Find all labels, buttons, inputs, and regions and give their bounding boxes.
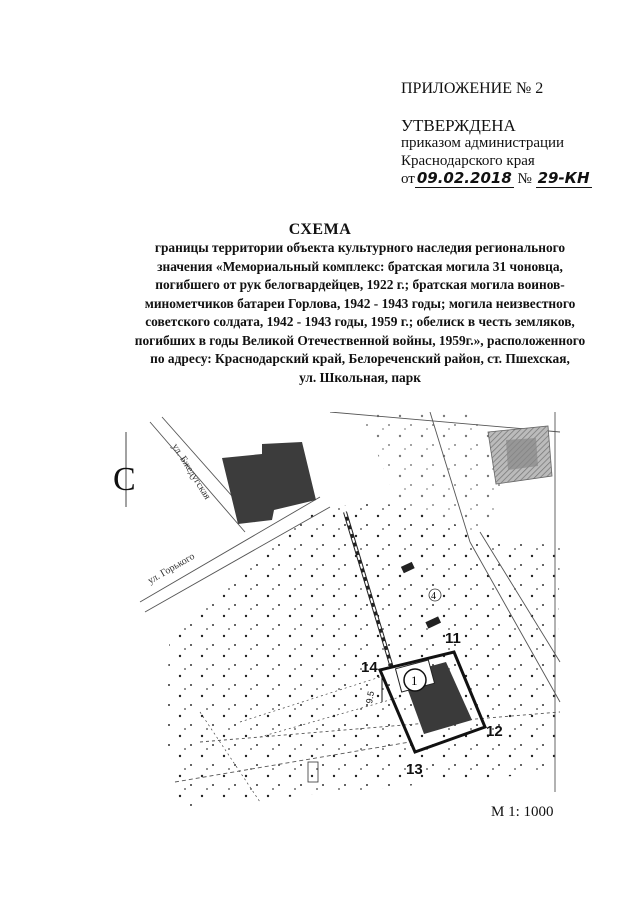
number-sign: № [517,171,532,187]
scale-label: М 1: 1000 [491,804,554,820]
north-label: С [113,461,136,498]
document-title: СХЕМА [288,221,352,238]
order-date-line [401,169,592,188]
street-label-bzhedugskaya: ул. Бжедугская [169,441,213,502]
description-line: ул. Школьная, парк [299,369,421,385]
approved-label: УТВЕРЖДЕНА [401,116,516,135]
description-line: значения «Мемориальный комплекс: братская могила 31 чоновца, [157,258,563,274]
street-label-gorkogo: ул. Горького [146,550,197,587]
point-label-13: 13 [406,761,423,778]
building-main [222,442,316,524]
dimension-label: 9.5 [364,690,377,705]
date-prefix: от [401,171,415,187]
site-plan-map [0,412,640,812]
building-hatched-core [506,438,538,470]
order-date: 09.02.2018 [416,169,512,187]
description-line: погибших в годы Великой Отечественной войны, 1959г.», расположенного [134,332,586,348]
point-label-14: 14 [361,659,378,676]
description-line: границы территории объекта культурного наследия регионального [154,240,566,255]
marker-4: 4 [431,591,436,602]
description-line: советского солдата, 1942 - 1943 годы, 1959 г.; обелиск в честь земляков, [145,314,575,329]
appendix-label: ПРИЛОЖЕНИЕ № 2 [401,80,544,97]
description-line: по адресу: Краснодарский край, Белореченский район, ст. Пшехская, [150,351,570,366]
point-label-12: 12 [486,723,503,740]
order-line-2: Краснодарского края [401,153,535,169]
document-description [110,239,610,387]
order-number: 29-КН [537,169,590,187]
description-line: минометчиков батареи Горлова, 1942 - 1943 годы; могила неизвестного [144,295,576,311]
park-area [165,502,560,807]
object-number: 1 [411,673,418,688]
point-label-11: 11 [445,630,461,647]
order-line-1: приказом администрации [401,135,565,151]
description-line: погибшего от рук белогвардейцев, 1922 г.; братская могила воинов- [155,277,565,292]
